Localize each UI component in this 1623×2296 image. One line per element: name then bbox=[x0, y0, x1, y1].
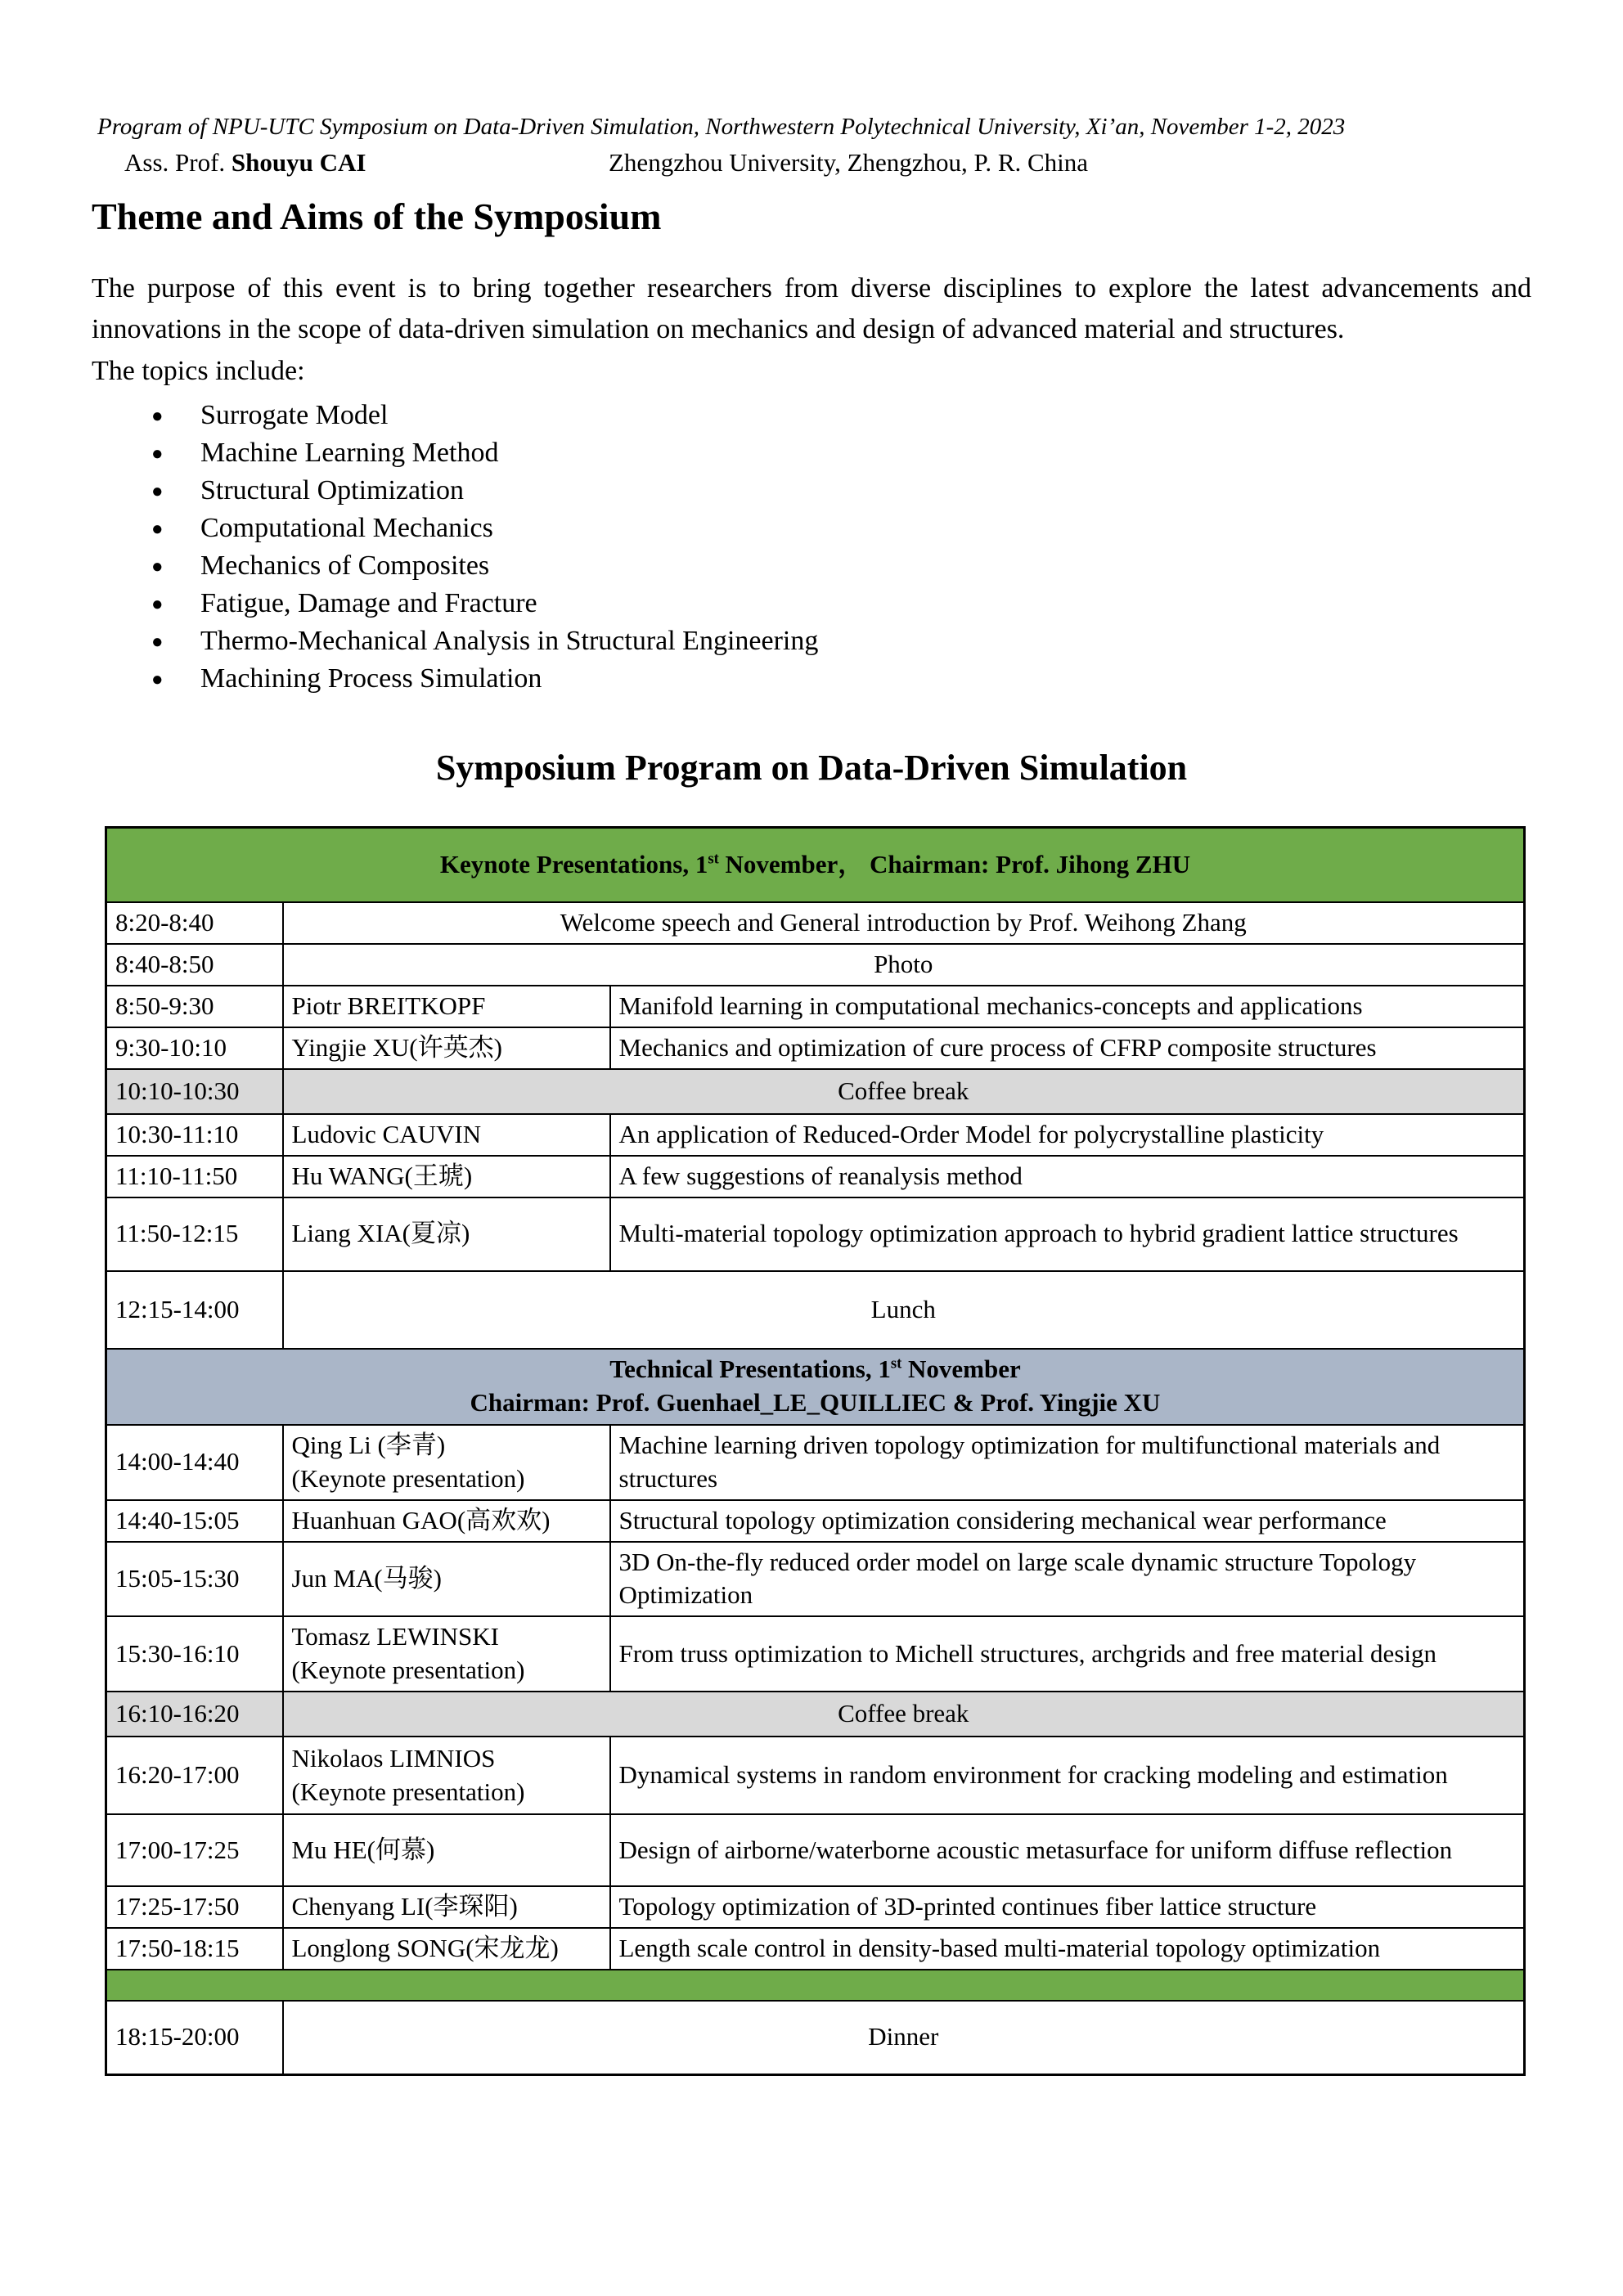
bullet-icon: ● bbox=[151, 556, 164, 578]
speaker-cell: Jun MA(马骏) bbox=[283, 1542, 610, 1617]
program-row bbox=[106, 1425, 1525, 1500]
speaker-cell: Hu WANG(王琥) bbox=[283, 1156, 610, 1197]
topic-label: Mechanics of Composites bbox=[200, 550, 490, 582]
author-prefix: Ass. Prof. bbox=[124, 147, 232, 177]
time-cell: 17:25-17:50 bbox=[106, 1886, 283, 1928]
program-row bbox=[106, 827, 1525, 902]
speaker-cell: Qing Li (李青) (Keynote presentation) bbox=[283, 1425, 610, 1500]
theme-paragraph: The purpose of this event is to bring together researchers from diverse disciplines to explore the latest advancements and innovations in the scope of data-driven simulation on mechanics and design of advanced material and structures. bbox=[92, 272, 1531, 344]
bullet-icon: ● bbox=[151, 443, 164, 465]
program-row bbox=[106, 1069, 1525, 1114]
time-cell: 16:20-17:00 bbox=[106, 1737, 283, 1814]
talk-title-cell: A few suggestions of reanalysis method bbox=[610, 1156, 1525, 1197]
program-row bbox=[106, 1886, 1525, 1928]
program-row bbox=[106, 1156, 1525, 1197]
program-row bbox=[106, 1970, 1525, 2001]
program-row bbox=[106, 1814, 1525, 1886]
running-title: Program of NPU-UTC Symposium on Data-Driven Simulation, Northwestern Polytechnical University, Xi’an, November 1-2, 2023 bbox=[97, 114, 1346, 140]
topic-item bbox=[151, 510, 1531, 547]
topic-item bbox=[151, 622, 1531, 660]
time-cell: 16:10-16:20 bbox=[106, 1692, 283, 1737]
program-title: Symposium Program on Data-Driven Simulation bbox=[435, 748, 1188, 789]
topic-label: Fatigue, Damage and Fracture bbox=[200, 588, 537, 619]
merged-cell: Coffee break bbox=[283, 1692, 1525, 1737]
speaker-cell: Liang XIA(夏凉) bbox=[283, 1197, 610, 1271]
bullet-icon: ● bbox=[151, 594, 164, 616]
topic-label: Computational Mechanics bbox=[200, 513, 493, 544]
topic-item bbox=[151, 472, 1531, 510]
merged-cell: Coffee break bbox=[283, 1069, 1525, 1114]
time-cell: 17:50-18:15 bbox=[106, 1928, 283, 1970]
topics-list bbox=[92, 397, 1531, 698]
time-cell: 18:15-20:00 bbox=[106, 2001, 283, 2074]
bullet-icon: ● bbox=[151, 631, 164, 654]
session-header-cell: Technical Presentations, 1st November Chairman: Prof. Guenhael_LE_QUILLIEC & Prof. Yingjie XU bbox=[106, 1349, 1525, 1425]
program-row bbox=[106, 1027, 1525, 1069]
program-row bbox=[106, 1197, 1525, 1271]
time-cell: 12:15-14:00 bbox=[106, 1271, 283, 1349]
program-row bbox=[106, 1928, 1525, 1970]
program-row bbox=[106, 1271, 1525, 1349]
green-band bbox=[106, 1970, 1525, 2001]
time-cell: 11:50-12:15 bbox=[106, 1197, 283, 1271]
topic-item bbox=[151, 585, 1531, 622]
program-row bbox=[106, 1500, 1525, 1542]
program-row bbox=[106, 1737, 1525, 1814]
topic-label: Machine Learning Method bbox=[200, 438, 499, 469]
time-cell: 14:00-14:40 bbox=[106, 1425, 283, 1500]
session-header-cell: Keynote Presentations, 1st November， Chairman: Prof. Jihong ZHU bbox=[106, 827, 1525, 902]
program-row bbox=[106, 1114, 1525, 1156]
bullet-icon: ● bbox=[151, 519, 164, 541]
time-cell: 10:10-10:30 bbox=[106, 1069, 283, 1114]
topic-item bbox=[151, 397, 1531, 434]
talk-title-cell: An application of Reduced-Order Model for polycrystalline plasticity bbox=[610, 1114, 1525, 1156]
talk-title-cell: From truss optimization to Michell structures, archgrids and free material design bbox=[610, 1616, 1525, 1692]
talk-title-cell: Topology optimization of 3D-printed continues fiber lattice structure bbox=[610, 1886, 1525, 1928]
speaker-cell: Yingjie XU(许英杰) bbox=[283, 1027, 610, 1069]
time-cell: 9:30-10:10 bbox=[106, 1027, 283, 1069]
speaker-cell: Chenyang LI(李琛阳) bbox=[283, 1886, 610, 1928]
bullet-icon: ● bbox=[151, 669, 164, 691]
topic-label: Thermo-Mechanical Analysis in Structural Engineering bbox=[200, 626, 819, 657]
program-row bbox=[106, 2001, 1525, 2074]
talk-title-cell: Machine learning driven topology optimization for multifunctional materials and structures bbox=[610, 1425, 1525, 1500]
talk-title-cell: Dynamical systems in random environment for cracking modeling and estimation bbox=[610, 1737, 1525, 1814]
author-name-group bbox=[124, 148, 609, 177]
bullet-icon: ● bbox=[151, 481, 164, 503]
speaker-cell: Tomasz LEWINSKI (Keynote presentation) bbox=[283, 1616, 610, 1692]
talk-title-cell: 3D On-the-fly reduced order model on large scale dynamic structure Topology Optimization bbox=[610, 1542, 1525, 1617]
program-row bbox=[106, 944, 1525, 986]
topic-item bbox=[151, 547, 1531, 585]
topic-label: Surrogate Model bbox=[200, 400, 389, 431]
time-cell: 15:05-15:30 bbox=[106, 1542, 283, 1617]
time-cell: 15:30-16:10 bbox=[106, 1616, 283, 1692]
time-cell: 8:40-8:50 bbox=[106, 944, 283, 986]
talk-title-cell: Design of airborne/waterborne acoustic metasurface for uniform diffuse reflection bbox=[610, 1814, 1525, 1886]
speaker-cell: Mu HE(何慕) bbox=[283, 1814, 610, 1886]
speaker-cell: Piotr BREITKOPF bbox=[283, 986, 610, 1027]
merged-cell: Lunch bbox=[283, 1271, 1525, 1349]
topic-item bbox=[151, 660, 1531, 698]
time-cell: 17:00-17:25 bbox=[106, 1814, 283, 1886]
talk-title-cell: Manifold learning in computational mechanics-concepts and applications bbox=[610, 986, 1525, 1027]
topic-label: Machining Process Simulation bbox=[200, 663, 542, 694]
time-cell: 14:40-15:05 bbox=[106, 1500, 283, 1542]
author-name: Shouyu CAI bbox=[231, 147, 366, 177]
program-row bbox=[106, 902, 1525, 944]
time-cell: 8:20-8:40 bbox=[106, 902, 283, 944]
program-row bbox=[106, 1616, 1525, 1692]
merged-cell: Photo bbox=[283, 944, 1525, 986]
topic-item bbox=[151, 434, 1531, 472]
talk-title-cell: Length scale control in density-based multi-material topology optimization bbox=[610, 1928, 1525, 1970]
time-cell: 11:10-11:50 bbox=[106, 1156, 283, 1197]
talk-title-cell: Mechanics and optimization of cure process of CFRP composite structures bbox=[610, 1027, 1525, 1069]
program-row bbox=[106, 986, 1525, 1027]
speaker-cell: Longlong SONG(宋龙龙) bbox=[283, 1928, 610, 1970]
time-cell: 10:30-11:10 bbox=[106, 1114, 283, 1156]
topics-label: The topics include: bbox=[92, 356, 305, 387]
speaker-cell: Ludovic CAUVIN bbox=[283, 1114, 610, 1156]
talk-title-cell: Multi-material topology optimization approach to hybrid gradient lattice structures bbox=[610, 1197, 1525, 1271]
merged-cell: Welcome speech and General introduction by Prof. Weihong Zhang bbox=[283, 902, 1525, 944]
bullet-icon: ● bbox=[151, 406, 164, 428]
author-line bbox=[124, 148, 1531, 177]
program-row bbox=[106, 1542, 1525, 1617]
topic-label: Structural Optimization bbox=[200, 475, 464, 506]
talk-title-cell: Structural topology optimization considering mechanical wear performance bbox=[610, 1500, 1525, 1542]
program-row bbox=[106, 1692, 1525, 1737]
speaker-cell: Nikolaos LIMNIOS (Keynote presentation) bbox=[283, 1737, 610, 1814]
program-table bbox=[105, 826, 1526, 2076]
program-row bbox=[106, 1349, 1525, 1425]
merged-cell: Dinner bbox=[283, 2001, 1525, 2074]
author-affiliation: Zhengzhou University, Zhengzhou, P. R. China bbox=[609, 147, 1089, 177]
speaker-cell: Huanhuan GAO(高欢欢) bbox=[283, 1500, 610, 1542]
time-cell: 8:50-9:30 bbox=[106, 986, 283, 1027]
theme-section-title: Theme and Aims of the Symposium bbox=[92, 195, 662, 237]
